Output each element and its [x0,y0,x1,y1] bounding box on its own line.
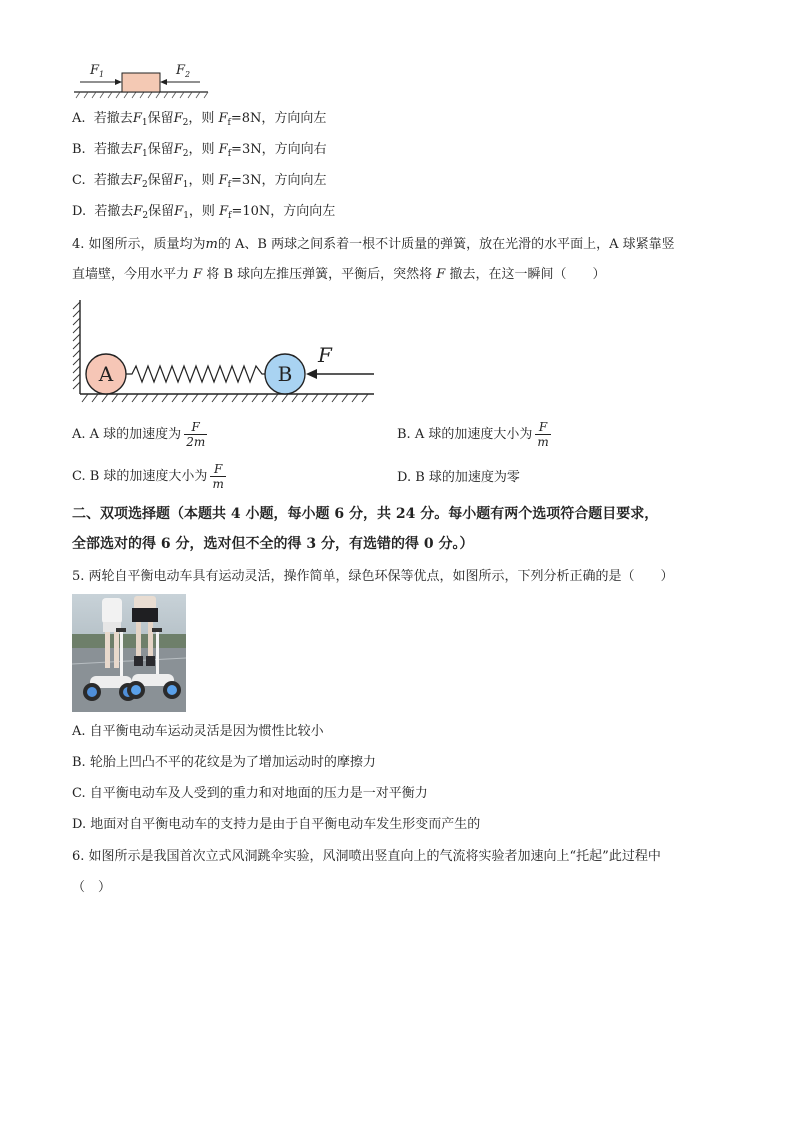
force-label: F [318,343,332,367]
fraction: $\frac{F}{2m}$ [186,420,206,449]
q6-stem-line2: （ ） [72,880,112,895]
q5-option-a[interactable]: A. 自平衡电动车运动灵活是因为惯性比较小 [72,724,324,739]
fraction: $\frac{F}{m}$ [212,462,224,491]
q3-option-b[interactable]: B. 若撤去$F_1$保留$F_2$，则 $F_f=3N$，方向向右 [72,142,327,159]
q3-option-a[interactable]: A. 若撤去$F_1$保留$F_2$，则 $F_f=8N$，方向向左 [72,111,327,128]
q3-force-diagram [72,58,212,102]
q4-stem-line2: 直墙壁，今用水平力 F 将 B 球向左推压弹簧，平衡后，突然将 F 撤去，在这一瞬间（ ） [72,267,606,282]
q5-option-d[interactable]: D. 地面对自平衡电动车的支持力是由于自平衡电动车发生形变而产生的 [72,817,481,832]
q4-option-b[interactable]: B. A 球的加速度大小为 $\frac{F}{m}$ [397,420,549,449]
force-arrow-head [306,369,317,379]
f2-label: $F_2$ [176,63,191,79]
q5-option-c[interactable]: C. 自平衡电动车及人受到的重力和对地面的压力是一对平衡力 [72,786,428,801]
q4-spring-diagram [70,296,380,408]
q3-option-d[interactable]: D. 若撤去$F_2$保留$F_1$，则 $F_f=10N$，方向向左 [72,204,336,221]
q5-stem: 5. 两轮自平衡电动车具有运动灵活，操作简单，绿色环保等优点，如图所示，下列分析正确的是（ ） [72,569,674,584]
q5-option-b[interactable]: B. 轮胎上凹凸不平的花纹是为了增加运动时的摩擦力 [72,755,376,770]
section-heading-line1: 二、双项选择题（本题共 4 小题，每小题 6 分，共 24 分。每小题有两个选项符合题目要求， [72,506,659,522]
f1-label: $F_1$ [90,63,105,79]
ball-a-label: A [98,362,114,386]
spring [126,366,267,382]
q4-option-a[interactable]: A. A 球的加速度为 $\frac{F}{2m}$ [72,420,206,449]
q4-option-c[interactable]: C. B 球的加速度大小为 $\frac{F}{m}$ [72,462,224,491]
ball-b-label: B [277,362,293,386]
q3-option-c[interactable]: C. 若撤去$F_2$保留$F_1$，则 $F_f=3N$，方向向左 [72,173,327,190]
q5-photo-balance-scooter [72,594,186,712]
fraction: $\frac{F}{m}$ [537,420,549,449]
q6-stem-line1: 6. 如图所示是我国首次立式风洞跳伞实验，风洞喷出竖直向上的气流将实验者加速向上“托起”此过程中 [72,849,661,864]
section-heading-line2: 全部选对的得 6 分，选对但不全的得 3 分，有选错的得 0 分。） [72,536,474,552]
q4-stem-line1: 4. 如图所示，质量均为m的 A、B 两球之间系着一根不计质量的弹簧，放在光滑的水平面上，A 球紧靠竖 [72,237,675,252]
q4-option-d[interactable]: D. B 球的加速度为零 [397,470,520,485]
block [122,73,160,92]
